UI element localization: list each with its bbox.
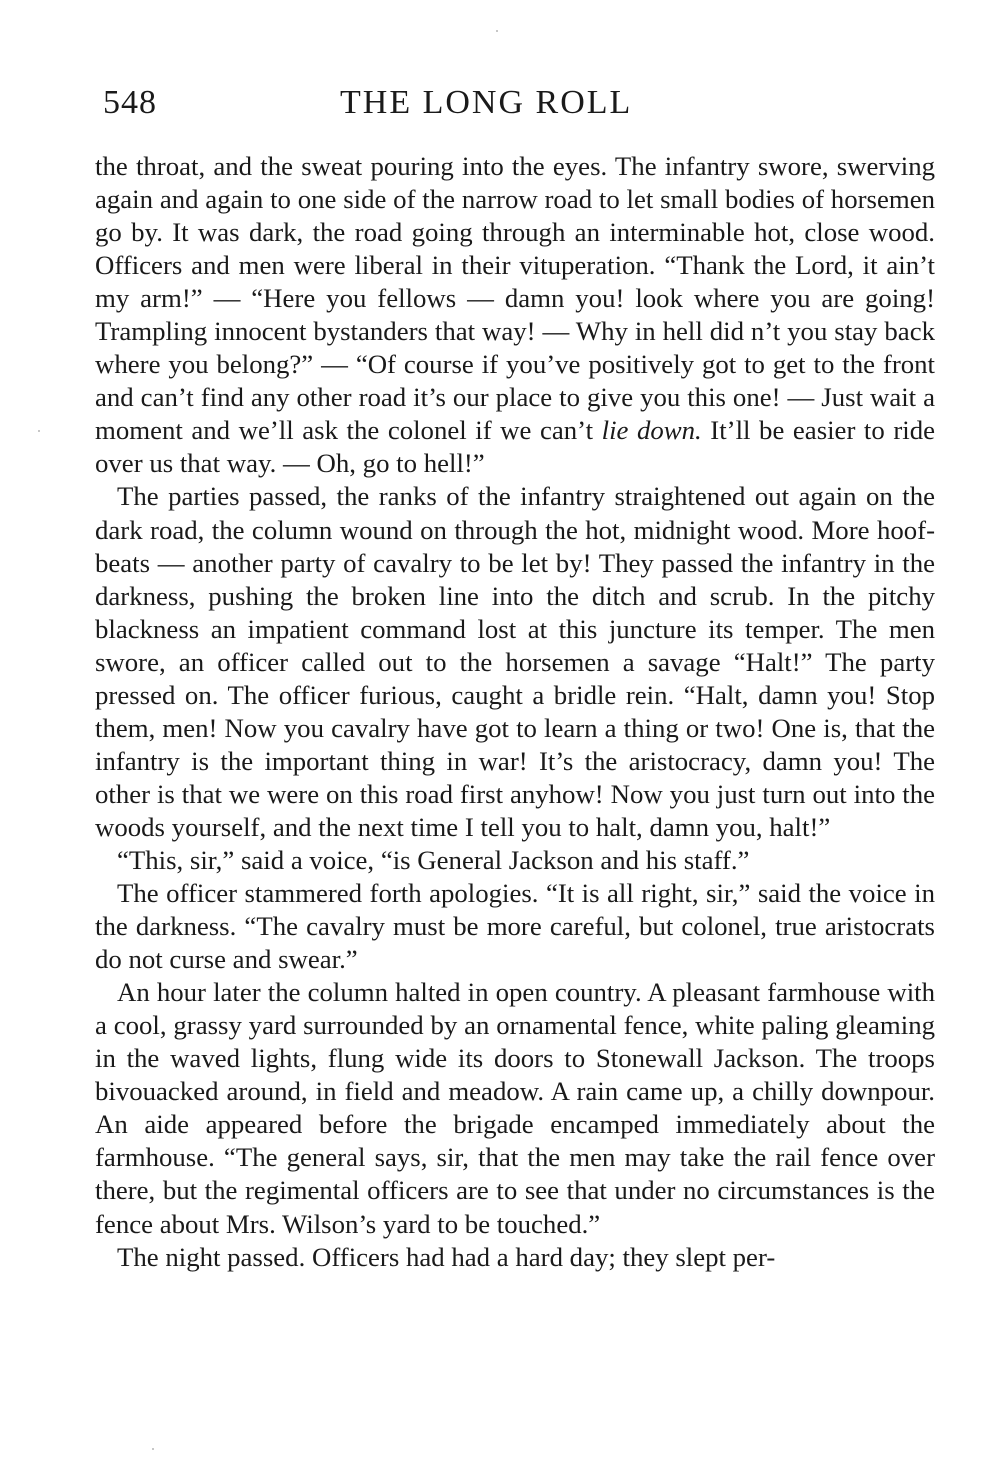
page-number: 548 [103,84,157,121]
scan-speck [496,30,498,32]
scan-speck [152,1448,154,1450]
running-title: THE LONG ROLL [340,84,633,121]
paragraph-1-italic: lie down. [601,415,702,446]
paragraph-1-text-a: the throat, and the sweat pouring into the eyes. The infantry swore, swerving again and again to one side of the narrow road to let small bodies of horsemen go by. It was dark, the road going through an interminable hot, close wood. Officers and men were liberal in their vituperation. “Thank the Lord, it ain’t my arm!” — “Here you fellows — damn you! look where you are going! Trampling innocent bystanders that way! — Why in hell did n’t you stay back where you belong?” — “Of course if you’ve positively got to get to the front and can’t find any other road it’s our place to give you this one! — Just wait a moment and we’ll ask the colonel if we can’t [95,151,935,446]
body-text [95,150,935,1274]
paragraph-6: The night passed. Officers had had a hard day; they slept per- [117,1241,776,1272]
paragraph-1-text-b: It’ll be easier to ride over us that way. — Oh, go to hell!” [95,415,935,479]
paragraph-1 [95,150,935,480]
paragraph-3: “This, sir,” said a voice, “is General Jackson and his staff.” [117,844,750,875]
paragraph-2: The parties passed, the ranks of the infantry straightened out again on the dark road, the column wound on through the hot, midnight wood. More hoof-beats — another party of cavalry to be let by! They passed the infantry in the darkness, pushing the broken line into the ditch and scrub. In the pitchy blackness an impatient command lost at this juncture its temper. The men swore, an officer called out to the horsemen a savage “Halt!” The party pressed on. The officer furious, caught a bridle rein. “Halt, damn you! Stop them, men! Now you cavalry have got to learn a thing or two! One is, that the infantry is the important thing in war! It’s the aristocracy, damn you! The other is that we were on this road first anyhow! Now you just turn out into the woods yourself, and the next time I tell you to halt, damn you, halt!” [95,481,935,842]
paragraph-4: The officer stammered forth apologies. “It is all right, sir,” said the voice in the darkness. “The cavalry must be more careful, but colonel, true aristocrats do not curse and swear.” [95,878,935,975]
scan-speck [38,430,40,432]
paragraph-5: An hour later the column halted in open country. A pleasant farmhouse with a cool, grassy yard surrounded by an ornamental fence, white paling gleaming in the waved lights, flung wide its doors to Stonewall Jackson. The troops bivouacked around, in field and meadow. A rain came up, a chilly downpour. An aide appeared before the brigade encamped immediately about the farmhouse. “The general says, sir, that the men may take the rail fence over there, but the regimental officers are to see that under no circumstances is the fence about Mrs. Wilson’s yard to be touched.” [95,977,935,1239]
